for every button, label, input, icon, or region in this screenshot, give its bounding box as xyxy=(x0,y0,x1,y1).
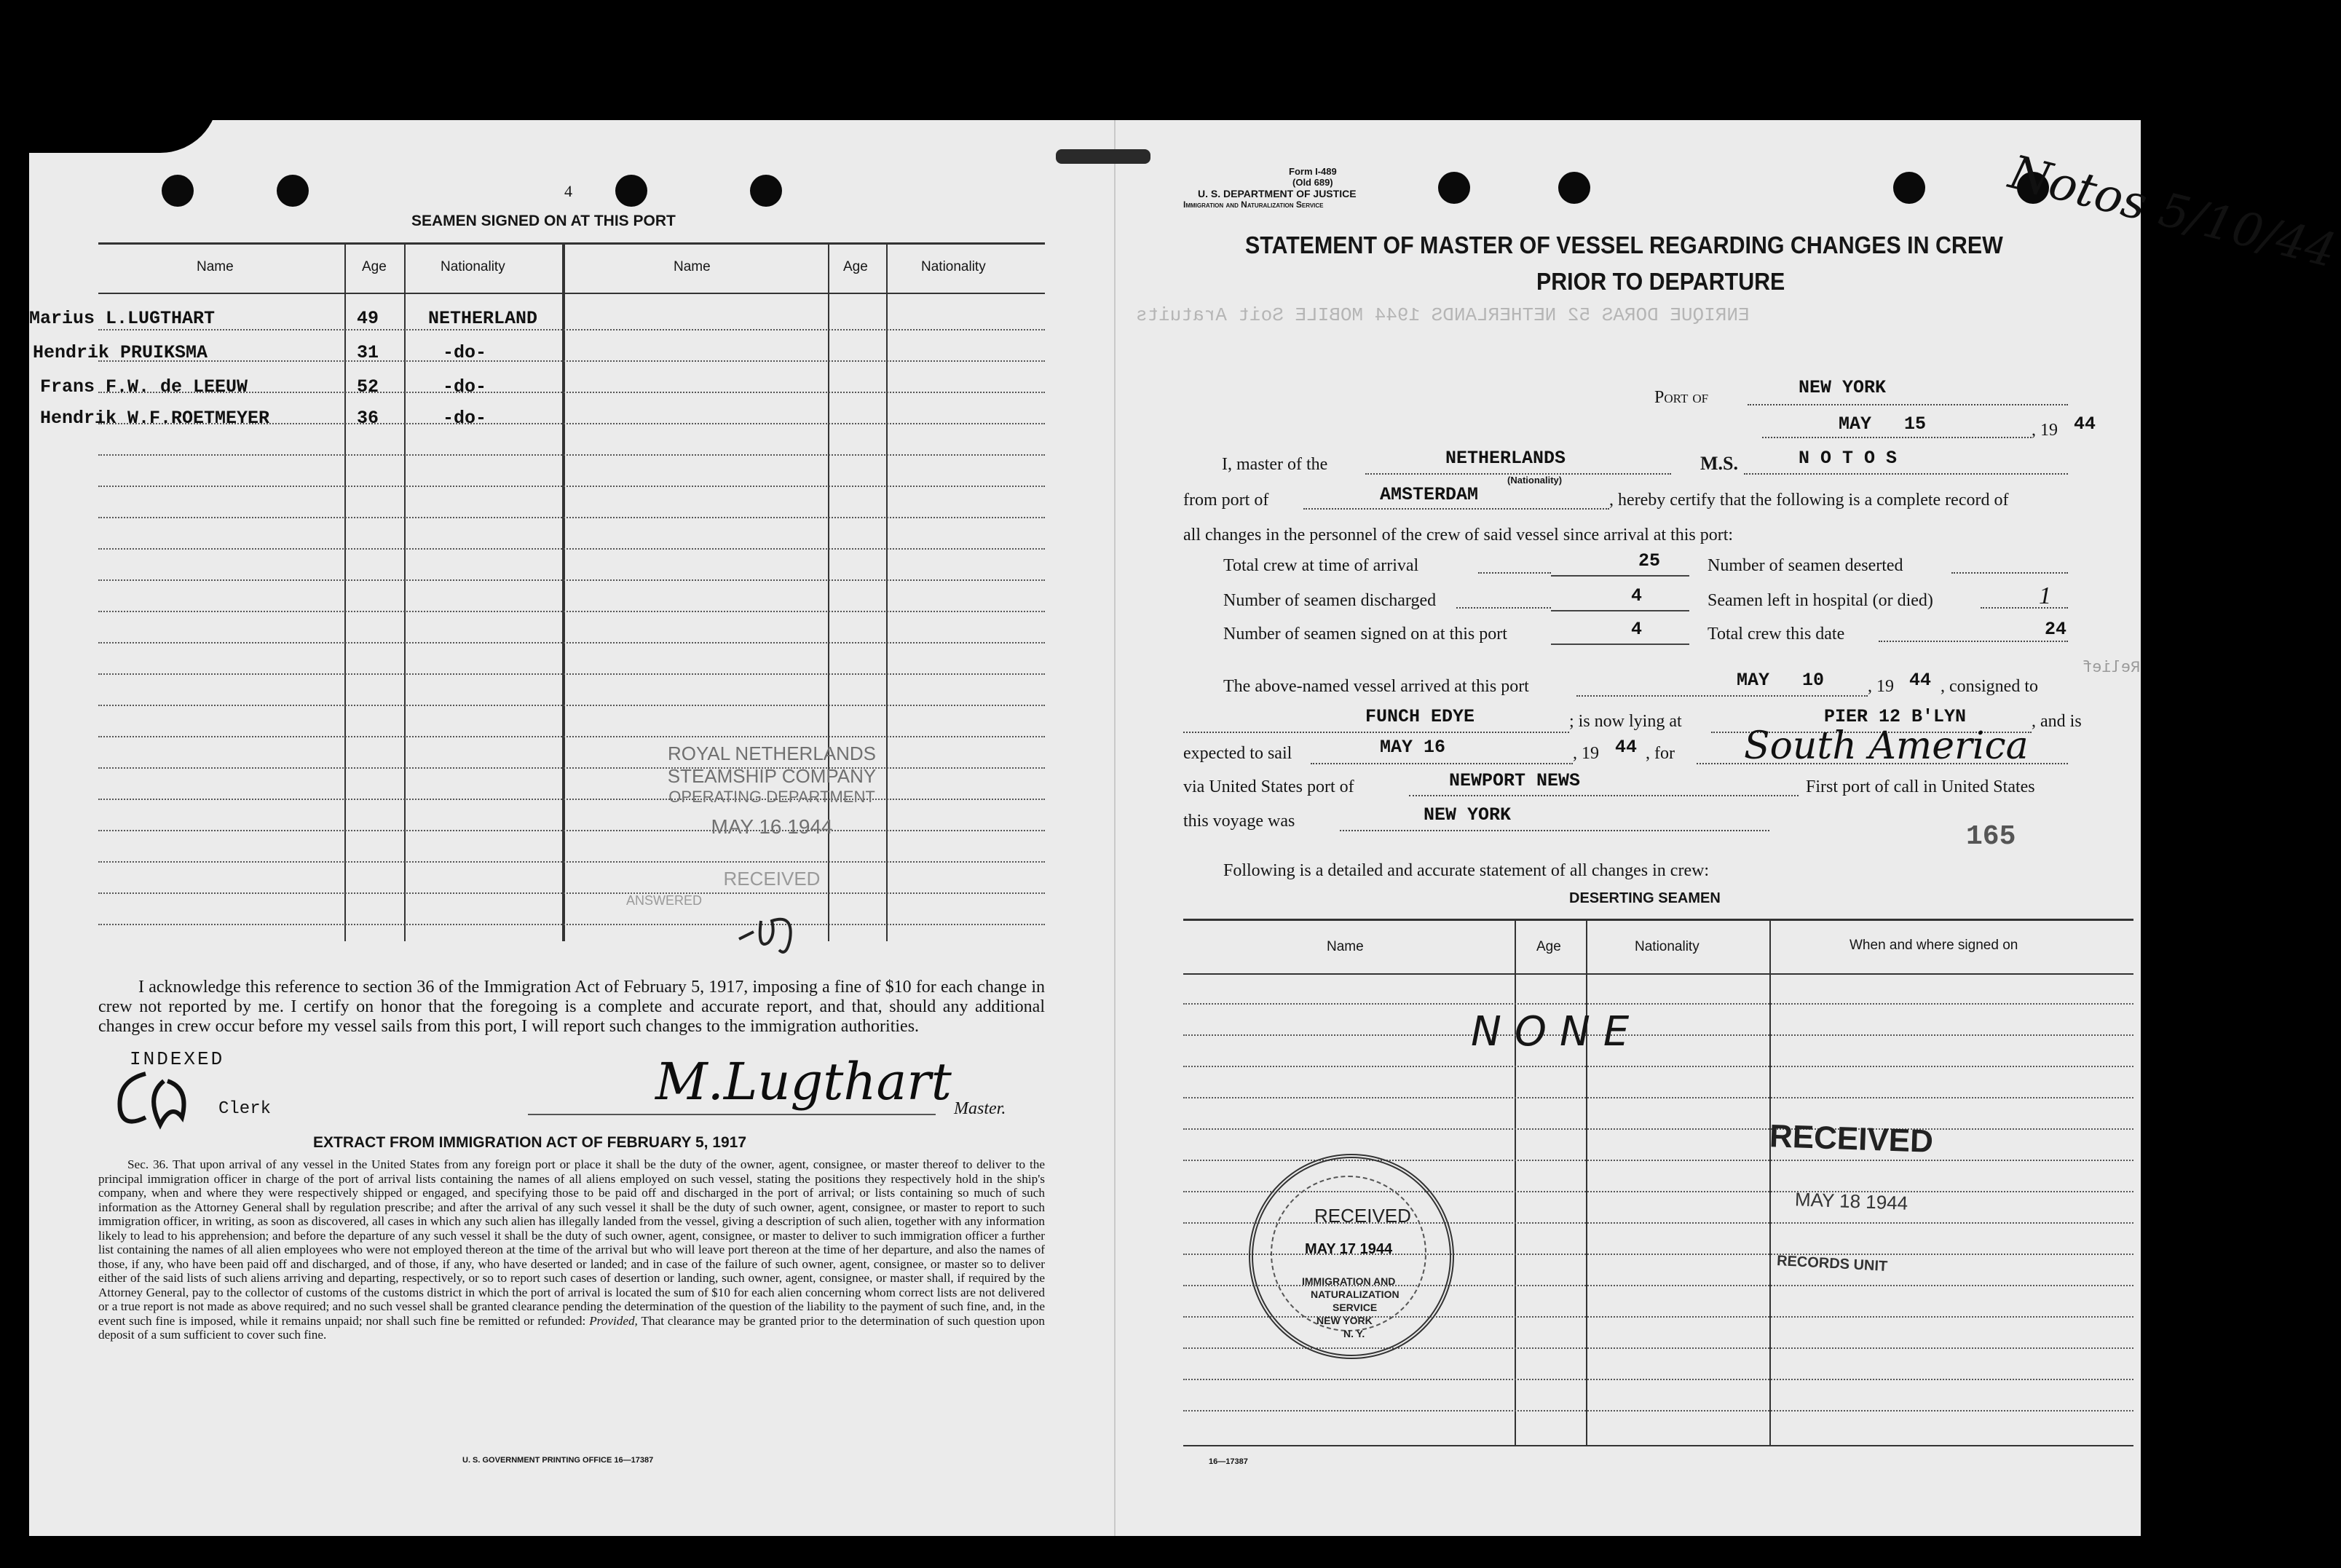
round-stamp-line: NEW YORK xyxy=(1316,1315,1373,1326)
crew-nationality: -do- xyxy=(443,408,487,429)
year-value: 44 xyxy=(2074,413,2096,435)
ruled-line xyxy=(1183,1410,2133,1411)
hospital-value: 1 xyxy=(2039,582,2051,609)
discharged-value: 4 xyxy=(1631,585,1643,606)
stamp-line: ROYAL NETHERLANDS xyxy=(667,743,877,764)
section-provided: Provided, xyxy=(589,1313,638,1328)
leader-dots xyxy=(1879,641,2068,642)
column-header: Age xyxy=(843,259,868,274)
received-stamp-date: MAY 18 1944 xyxy=(1794,1188,1908,1214)
discharged-label: Number of seamen discharged xyxy=(1223,591,1437,610)
for-label: , for xyxy=(1646,744,1675,763)
nationality-caption: (Nationality) xyxy=(1507,475,1563,486)
sail-line xyxy=(1311,763,1573,764)
lying-value: PIER 12 B'LYN xyxy=(1824,706,1967,727)
received-stamp-unit: RECORDS UNIT xyxy=(1776,1253,1888,1275)
form-old: (Old 689) xyxy=(1292,177,1333,188)
deserting-col-divider xyxy=(1769,919,1771,1446)
stamp-answered: ANSWERED xyxy=(626,893,703,908)
ruled-line xyxy=(98,799,1045,800)
lying-label: ; is now lying at xyxy=(1569,712,1682,731)
first-call-label: First port of call in United States xyxy=(1806,777,2035,796)
deserting-column-header: Age xyxy=(1536,939,1561,954)
serial-number: 165 xyxy=(1966,821,2016,852)
total-crew-date-label: Total crew this date xyxy=(1708,625,1845,644)
column-header: Name xyxy=(674,259,711,274)
section-tail: That clearance may be granted prior to the determination of such question upon deposit of a sum sufficient to cover such fine. xyxy=(98,1313,1045,1342)
total-crew-date-value: 24 xyxy=(2045,619,2067,640)
consignee-value: FUNCH EDYE xyxy=(1365,706,1475,727)
arrived-label: The above-named vessel arrived at this port xyxy=(1223,677,1529,696)
from-port-line xyxy=(1303,508,1609,510)
ruled-line xyxy=(1183,1003,2133,1005)
section-label: Sec. 36. xyxy=(127,1157,169,1171)
sail-year-prefix: , 19 xyxy=(1573,744,1599,763)
signed-on-label: Number of seamen signed on at this port xyxy=(1223,625,1507,644)
answer-line xyxy=(1551,575,1689,577)
deserting-column-header: When and where signed on xyxy=(1849,938,2018,953)
bleed-through: ENRIQUE DORAS 52 NETHERLANDS 1944 MOBILE Soit Aratuits xyxy=(1136,304,1750,326)
ruled-line xyxy=(98,548,1045,550)
punch-hole xyxy=(615,175,647,207)
destination-value: South America xyxy=(1744,724,2029,768)
handwritten-initials xyxy=(735,906,823,957)
crew-name: Marius L.LUGTHART xyxy=(29,308,216,329)
sail-value: MAY 16 xyxy=(1380,737,1446,758)
extract-title: EXTRACT FROM IMMIGRATION ACT OF FEBRUARY 5, 1917 xyxy=(313,1134,747,1151)
via-value: NEWPORT NEWS xyxy=(1449,770,1581,791)
leader-dots xyxy=(1478,572,1551,574)
date-line xyxy=(1762,437,2032,438)
arrived-year-prefix: , 19 xyxy=(1868,677,1894,696)
master-signature: M.Lugthart xyxy=(655,1052,952,1112)
deserting-bottom-rule xyxy=(1183,1445,2133,1446)
clerk-signature xyxy=(102,1059,211,1139)
round-stamp-received: RECEIVED xyxy=(1314,1205,1411,1227)
round-stamp-line: IMMIGRATION AND xyxy=(1302,1275,1396,1287)
round-stamp-line: NATURALIZATION xyxy=(1311,1288,1400,1300)
section-36-text xyxy=(98,1157,1045,1342)
master-label: Master. xyxy=(954,1099,1006,1118)
round-stamp-line: SERVICE xyxy=(1333,1302,1378,1313)
stamp-line: OPERATING DEPARTMENT xyxy=(668,788,875,806)
crew-nationality: -do- xyxy=(443,376,487,397)
certify-text: , hereby certify that the following is a complete record of xyxy=(1609,491,2009,510)
torn-corner xyxy=(29,73,218,153)
voyage-line xyxy=(1340,830,1769,831)
company-stamp xyxy=(626,743,903,908)
port-value: NEW YORK xyxy=(1799,377,1887,398)
ruled-line xyxy=(98,329,1045,330)
punch-hole xyxy=(277,175,309,207)
ruled-line xyxy=(98,423,1045,424)
service: Immigration and Naturalization Service xyxy=(1183,199,1324,210)
sail-label: expected to sail xyxy=(1183,744,1292,763)
column-header: Nationality xyxy=(921,259,986,274)
ruled-line xyxy=(98,454,1045,456)
ruled-line xyxy=(1183,1066,2133,1067)
table-top-rule xyxy=(98,242,1045,245)
indexed-stamp: INDEXED xyxy=(130,1048,225,1070)
column-header: Nationality xyxy=(441,259,505,274)
vessel-line xyxy=(1744,473,2068,475)
form-subtitle: PRIOR TO DEPARTURE xyxy=(1536,268,1785,295)
year-prefix: , 19 xyxy=(2032,421,2058,440)
following-text: Following is a detailed and accurate statement of all changes in crew: xyxy=(1223,861,1710,880)
leader-dots xyxy=(1456,607,1551,609)
hospital-label: Seamen left in hospital (or died) xyxy=(1708,591,1933,610)
ruled-line xyxy=(1183,1379,2133,1380)
certify-line2: all changes in the personnel of the crew of said vessel since arrival at this port: xyxy=(1183,526,1734,545)
ruled-line xyxy=(1183,1128,2133,1130)
page-number: 4 xyxy=(564,182,572,200)
master-of-label: I, master of the xyxy=(1222,455,1328,474)
vessel-prefix: M.S. xyxy=(1700,453,1738,474)
ruled-line xyxy=(98,486,1045,487)
crew-age: 31 xyxy=(357,342,379,363)
column-header: Name xyxy=(197,259,234,274)
ruled-line xyxy=(98,360,1045,362)
ruled-line xyxy=(98,517,1045,518)
punch-hole xyxy=(1438,172,1470,204)
answer-line xyxy=(1551,610,1689,611)
punch-hole xyxy=(1558,172,1590,204)
nationality-value: NETHERLANDS xyxy=(1445,448,1566,469)
table-header-rule xyxy=(98,293,1045,294)
crew-age: 52 xyxy=(357,376,379,397)
signed-on-value: 4 xyxy=(1631,619,1643,640)
ruled-line xyxy=(98,892,1045,894)
bleed-through-side: Relief xyxy=(2083,659,2141,677)
sail-year: 44 xyxy=(1615,737,1638,758)
left-printer-line: U. S. GOVERNMENT PRINTING OFFICE 16—17387 xyxy=(462,1456,654,1465)
deserted-label: Number of seamen deserted xyxy=(1708,556,1903,575)
ink-smudge xyxy=(1056,149,1150,164)
ruled-line xyxy=(98,736,1045,737)
acknowledgement-text: I acknowledge this reference to section 36 of the Immigration Act of February 5, 1917, imposing a fine of $10 for each change in crew not reported by me. I certify on honor that the foregoing is a complete and accurate report, and that, should any additional changes in crew occur before my vessel sails from this port, I will report such changes to the immigration authorities. xyxy=(98,978,1045,1036)
deserting-title: DESERTING SEAMEN xyxy=(1569,890,1721,906)
arrived-value: MAY 10 xyxy=(1737,670,1825,691)
arrived-year: 44 xyxy=(1909,670,1932,691)
deserting-col-divider xyxy=(1586,919,1587,1446)
crew-age: 36 xyxy=(357,408,379,429)
column-header: Age xyxy=(362,259,387,274)
ruled-line xyxy=(98,673,1045,675)
crew-nationality: -do- xyxy=(443,342,487,363)
crew-name: Hendrik W.F.ROETMEYER xyxy=(40,408,270,429)
clerk-label: Clerk xyxy=(218,1099,272,1119)
punch-hole xyxy=(1893,172,1925,204)
stamp-date: MAY 16 1944 xyxy=(711,815,833,838)
ruled-line xyxy=(98,861,1045,863)
ruled-line xyxy=(98,924,1045,925)
deserting-none: NONE xyxy=(1471,1008,1643,1056)
col-divider xyxy=(344,242,346,941)
port-line xyxy=(1748,404,2068,405)
deserting-column-header: Nationality xyxy=(1635,939,1700,954)
consigned-label: , consigned to xyxy=(1941,677,2038,696)
and-is-label: , and is xyxy=(2032,712,2082,731)
section-title: SEAMEN SIGNED ON AT THIS PORT xyxy=(411,213,676,229)
deserting-col-divider xyxy=(1515,919,1516,1446)
crew-name: Hendrik PRUIKSMA xyxy=(33,342,208,363)
answer-line xyxy=(1551,644,1689,645)
deserting-column-header: Name xyxy=(1327,939,1364,954)
ruled-line xyxy=(98,579,1045,581)
date-value: MAY 15 xyxy=(1839,413,1927,435)
vessel-name: N O T O S xyxy=(1799,448,1898,469)
handwritten-corner-note: Notos 5/10/44 xyxy=(2004,146,2341,279)
stamp-line: STEAMSHIP COMPANY xyxy=(667,765,877,787)
crew-nationality: NETHERLAND xyxy=(428,308,538,329)
via-label: via United States port of xyxy=(1183,777,1354,796)
punch-hole xyxy=(750,175,782,207)
total-crew-arrival-value: 25 xyxy=(1638,550,1661,571)
deserting-top-rule xyxy=(1183,919,2133,921)
voyage-label: this voyage was xyxy=(1183,812,1295,831)
via-line xyxy=(1409,795,1799,796)
ruled-line xyxy=(98,611,1045,612)
ruled-line xyxy=(1183,1034,2133,1036)
round-stamp-date: MAY 17 1944 xyxy=(1305,1241,1393,1257)
section-body: That upon arrival of any vessel in the United States from any foreign port or place it shall be the duty of the owner, agent, consignee, or master thereof to deliver to the principal immigration officer in charge of the port of arrival lists containing the names of all aliens employed on such vessel, stating the positions they respectively hold in the ship's company, when and where they were respectively shipped or engaged, and specifying those to be paid off and discharged in the port of arrival; or lists containing so much of such information as the Attorney General shall by regulation prescribe; and after the arrival of any such vessel it shall be the duty of such owner, agent, consignee, or master to report to such immigration officer, in writing, as soon as discovered, all cases in which any such alien has illegally landed from the vessel, giving a description of such alien, together with any information likely to lead to his apprehension; and before the departure of any such vessel it shall be the duty of such owner, agent, consignee, or master to deliver to such immigration officer a further list containing the names of all alien employees who were not employed thereon at the time of the arrival but who will leave port thereon at the time of her departure, and also the names of those, if any, who have been paid off and discharged, and of those, if any, who have deserted or landed; and in case of the failure of such owner, agent, consignee, or master so to deliver either of the said lists of such aliens arriving and departing, respectively, or so to report such cases of desertion or landing, such owner, agent, consignee, or master shall, if required by the Attorney General, pay to the collector of customs of the customs district in which the port of arrival is located the sum of $10 for each alien concerning whom correct lists are not delivered or a true report is not made as above required; and no such vessel shall be granted clearance pending the determination of the question of the liability to the payment of such fine, and, in the event such fine is imposed, while it remains unpaid; nor shall such fine be remitted or refunded: xyxy=(98,1157,1045,1328)
right-printer-line: 16—17387 xyxy=(1209,1457,1248,1466)
col-divider xyxy=(562,242,565,941)
punch-hole xyxy=(162,175,194,207)
stamp-received: RECEIVED xyxy=(723,868,821,890)
leader-dots xyxy=(1981,607,2068,609)
col-divider xyxy=(404,242,406,941)
from-port-value: AMSTERDAM xyxy=(1380,484,1479,505)
department: U. S. DEPARTMENT OF JUSTICE xyxy=(1198,188,1357,199)
ruled-line xyxy=(98,642,1045,644)
ruled-line xyxy=(1183,1097,2133,1098)
voyage-value: NEW YORK xyxy=(1424,804,1512,825)
signature-line xyxy=(528,1114,936,1115)
ruled-line xyxy=(98,830,1045,831)
from-port-label: from port of xyxy=(1183,491,1269,510)
arrived-line xyxy=(1576,695,1868,697)
deserting-header-rule xyxy=(1183,973,2133,975)
consignee-line xyxy=(1183,732,1569,733)
ruled-line xyxy=(98,767,1045,769)
port-label: Port of xyxy=(1654,388,1709,407)
round-stamp-line: N. Y. xyxy=(1343,1328,1365,1339)
page-fold xyxy=(1114,120,1116,1536)
received-stamp-title: RECEIVED xyxy=(1769,1118,1934,1160)
crew-name: Frans F.W. de LEEUW xyxy=(40,376,248,397)
total-crew-arrival-label: Total crew at time of arrival xyxy=(1223,556,1419,575)
form-number: Form I-489 xyxy=(1289,166,1337,177)
leader-dots xyxy=(1951,572,2068,574)
ruled-line xyxy=(98,705,1045,706)
ruled-line xyxy=(98,392,1045,393)
crew-age: 49 xyxy=(357,308,379,329)
form-title: STATEMENT OF MASTER OF VESSEL REGARDING CHANGES IN CREW xyxy=(1245,231,2003,258)
